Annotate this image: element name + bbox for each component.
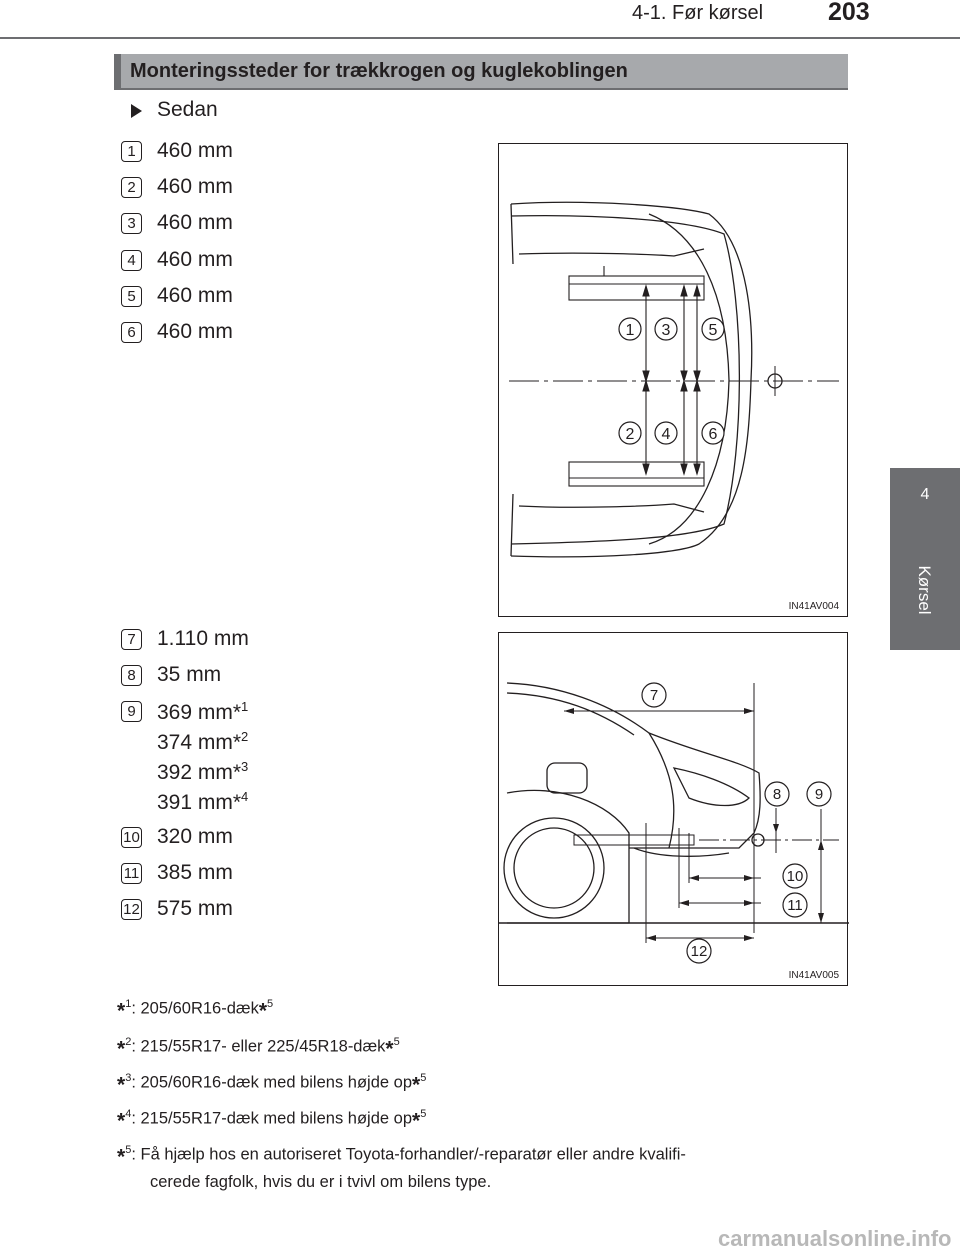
measure-badge-7: 7	[121, 629, 142, 650]
measure-value-8: 35 mm	[157, 663, 222, 686]
measure-value-9b: 374 mm*$^2$	[157, 729, 249, 754]
footnote-1: *$^1$: 205/60R16-dæk*$^5$	[117, 998, 274, 1023]
measure-value-4: 460 mm	[157, 248, 233, 271]
measure-value-9d: 391 mm*$^4$	[157, 789, 249, 814]
measure-badge-11: 11	[121, 863, 142, 884]
measure-badge-4: 4	[121, 250, 142, 271]
section-heading-rule	[114, 88, 848, 90]
measure-value-6: 460 mm	[157, 320, 233, 343]
callout-4: 4	[661, 426, 671, 443]
measure-badge-5: 5	[121, 286, 142, 307]
measure-value-1: 460 mm	[157, 139, 233, 162]
subsection-arrow-icon	[131, 104, 142, 118]
figure-code: IN41AV005	[788, 970, 839, 981]
measure-badge-12: 12	[121, 899, 142, 920]
measure-badge-3: 3	[121, 213, 142, 234]
measure-value-3: 460 mm	[157, 211, 233, 234]
measure-badge-2: 2	[121, 177, 142, 198]
callout-8: 8	[772, 786, 782, 803]
footnote-3: *$^3$: 205/60R16-dæk med bilens højde op*$^5$	[117, 1072, 427, 1097]
side-view-drawing	[499, 633, 849, 987]
top-view-drawing	[499, 144, 849, 618]
chapter-tab-label: Kørsel	[915, 565, 934, 615]
measure-value-9c: 392 mm*$^3$	[157, 759, 249, 784]
header-rule	[0, 37, 960, 39]
callout-12: 12	[690, 943, 708, 960]
page-number: 203	[828, 0, 870, 26]
figure-side-view	[498, 632, 848, 986]
measure-value-7: 1.110 mm	[157, 627, 249, 650]
running-header-section: 4-1. Før kørsel	[632, 2, 764, 24]
watermark: carmanualsonline.info	[718, 1226, 952, 1251]
chapter-tab-number: 4	[920, 486, 930, 503]
subsection-title: Sedan	[157, 98, 218, 121]
footnote-2: *$^2$: 215/55R17- eller 225/45R18-dæk*$^5$	[117, 1036, 400, 1061]
callout-9: 9	[814, 786, 824, 803]
measure-value-11: 385 mm	[157, 861, 233, 884]
measure-badge-10: 10	[121, 827, 142, 848]
figure-top-view	[498, 143, 848, 617]
measure-badge-8: 8	[121, 665, 142, 686]
callout-5: 5	[708, 322, 718, 339]
callout-2: 2	[625, 426, 635, 443]
callout-10: 10	[786, 868, 804, 885]
measure-value-2: 460 mm	[157, 175, 233, 198]
measure-value-5: 460 mm	[157, 284, 233, 307]
measure-value-9a: 369 mm*$^1$	[157, 699, 249, 724]
callout-6: 6	[708, 426, 718, 443]
measure-value-10: 320 mm	[157, 825, 233, 848]
callout-1: 1	[625, 322, 635, 339]
callout-11: 11	[787, 897, 803, 914]
measure-badge-1: 1	[121, 141, 142, 162]
measure-badge-6: 6	[121, 322, 142, 343]
footnote-4: *$^4$: 215/55R17-dæk med bilens højde op*$^5$	[117, 1108, 427, 1133]
measure-badge-9: 9	[121, 701, 142, 722]
callout-7: 7	[649, 687, 659, 704]
measure-value-12: 575 mm	[157, 897, 233, 920]
footnote-5: *$^5$: Få hjælp hos en autoriseret Toyota-forhandler/-reparatør eller andre kvalifi- cerede fagfolk, hvis du er i tvivl om bilens type.	[117, 1144, 686, 1191]
section-title: Monteringssteder for trækkrogen og kuglekoblingen	[130, 60, 628, 82]
figure-code: IN41AV004	[788, 601, 839, 612]
callout-3: 3	[661, 322, 671, 339]
